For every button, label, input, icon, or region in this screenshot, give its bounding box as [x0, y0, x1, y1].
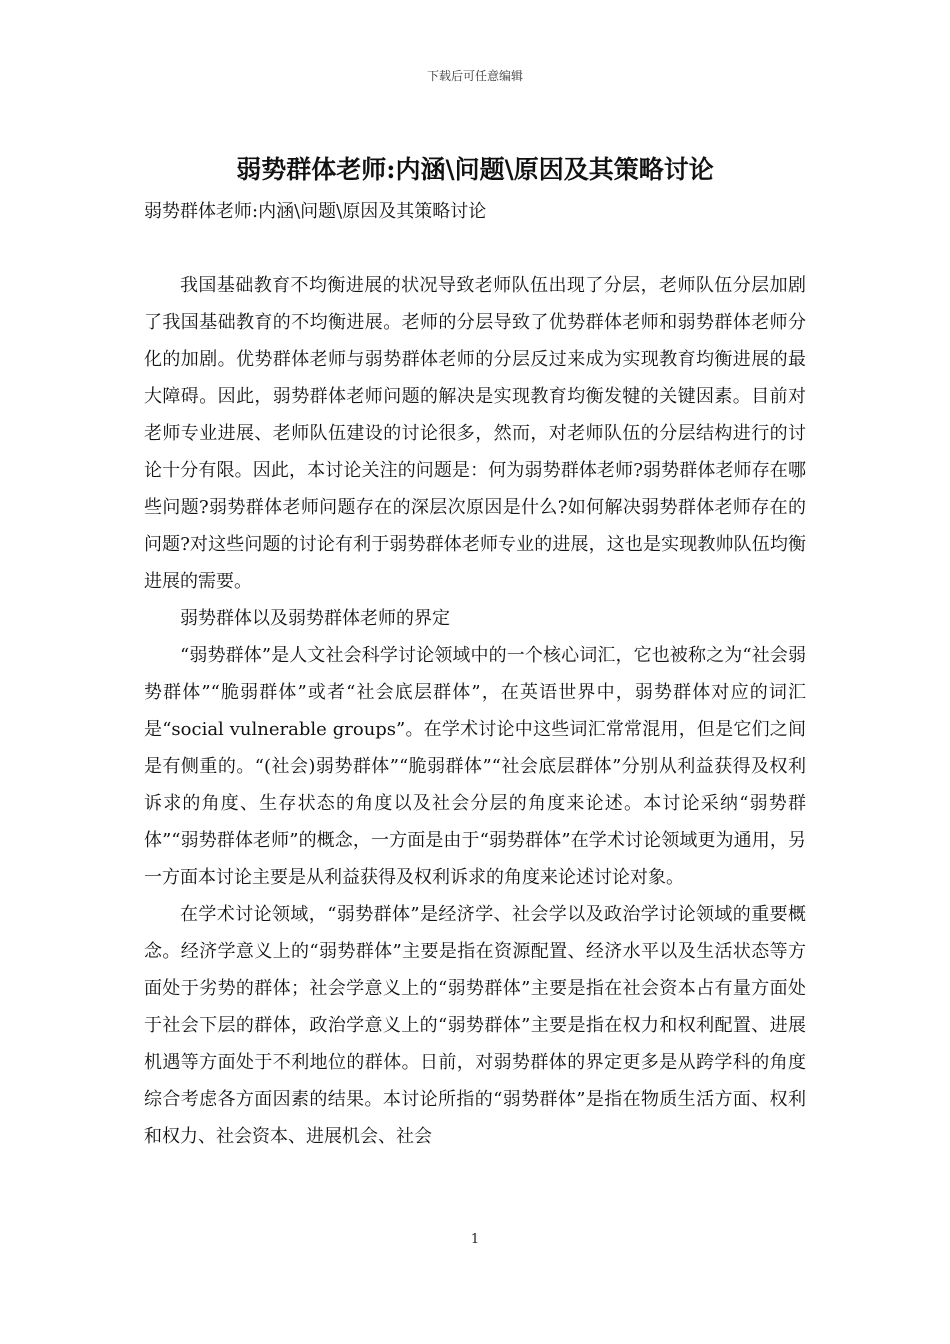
header-note: 下载后可任意编辑 — [426, 69, 523, 83]
document-body — [144, 267, 806, 1155]
paragraph-academic: 在学术讨论领域，“弱势群体”是经济学、社会学以及政治学讨论领域的重要概念。经济学意义上的“弱势群体”主要是指在资源配置、经济水平以及生活状态等方面处于劣势的群体；社会学意义上的“弱势群体”主要是指在社会资本占有量方面处于社会下层的群体，政治学意义上的“弱势群体”主要是指在权力和权利配置、进展机遇等方面处于不利地位的群体。日前，对弱势群体的界定更多是从跨学科的角度综合考虑各方面因素的结果。本讨论所指的“弱势群体”是指在物质生活方面、权利和权力、社会资本、进展机会、社会 — [144, 904, 806, 1147]
page-number: 1 — [470, 1232, 480, 1247]
document-title: 弱势群体老师:内涵\问题\原因及其策略讨论 — [236, 155, 714, 184]
paragraph-intro: 我国基础教育不均衡进展的状况导致老师队伍出现了分层，老师队伍分层加剧了我国基础教育的不均衡进展。老师的分层导致了优势群体老师和弱势群体老师分化的加剧。优势群体老师与弱势群体老师的分层反过来成为实现教育均衡进展的最大障碍。因此，弱势群体老师问题的解决是实现教育均衡发犍的关键因素。目前对老师专业进展、老师队伍建设的讨论很多，然而，对老师队伍的分层结构进行的讨论十分有限。因此，本讨论关注的问题是：何为弱势群体老师?弱势群体老师存在哪些问题?弱势群体老师问题存在的深层次原因是什么?如何解决弱势群体老师存在的问题?对这些问题的讨论有利于弱势群体老师专业的进展，这也是实现教帅队伍均衡进展的需要。 — [144, 275, 806, 592]
paragraph-definition: “弱势群体”是人文社会科学讨论领域中的一个核心词汇，它也被称之为“社会弱势群体”“脆弱群体”或者“社会底层群体”，在英语世界中，弱势群体对应的词汇是“social vulnerable groups”。在学术讨论中这些词汇常常混用，但是它们之间是有侧重的。“(社会)弱势群体”“脆弱群体”“社会底层群体”分别从利益获得及权利诉求的角度、生存状态的角度以及社会分层的角度来论述。本讨论采纳“弱势群体”“弱势群体老师”的概念，一方面是由于“弱势群体”在学术讨论领域更为通用，另一方面本讨论主要是从利益获得及权利诉求的角度来论述讨论对象。 — [144, 645, 806, 888]
section-heading: 弱势群体以及弱势群体老师的界定 — [180, 608, 450, 629]
document-subtitle: 弱势群体老师:内涵\问题\原因及其策略讨论 — [144, 201, 487, 222]
